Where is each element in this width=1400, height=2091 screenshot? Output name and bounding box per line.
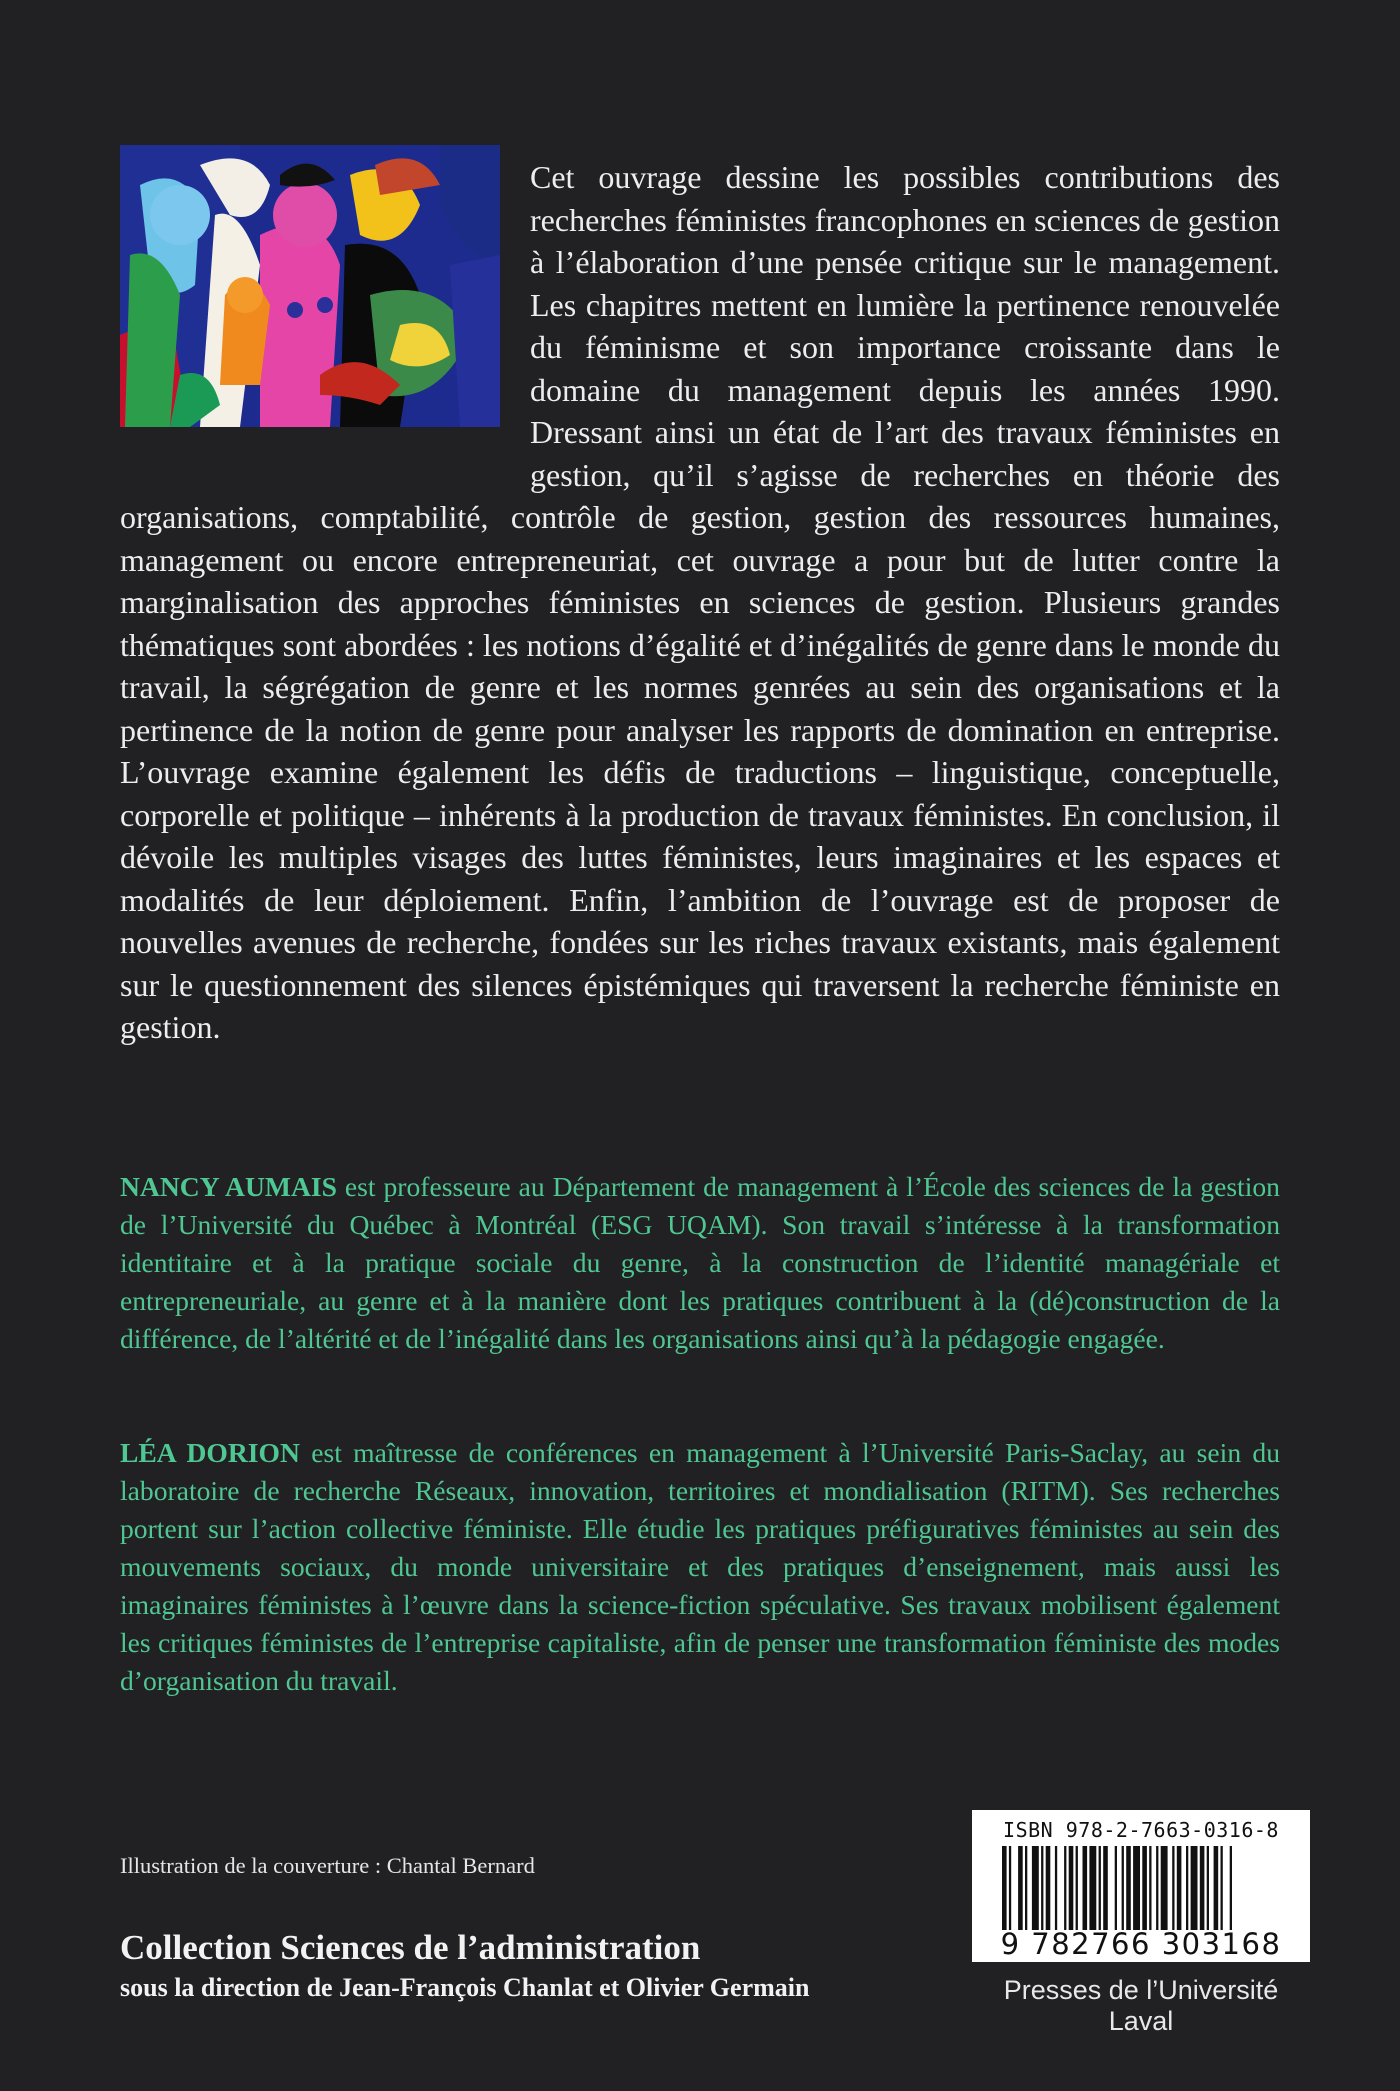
barcode-bar (1221, 1846, 1223, 1930)
barcode-bar (1161, 1846, 1168, 1930)
barcode-bar (1142, 1846, 1147, 1930)
barcode-bar (1149, 1846, 1151, 1930)
author-bio-1 (120, 1168, 1280, 1358)
barcode-bar (1032, 1846, 1039, 1930)
barcode-bar (1041, 1846, 1043, 1930)
ean-digits (972, 1928, 1310, 1960)
barcode-bar (1064, 1846, 1066, 1930)
collection-title: Collection Sciences de l’administration (120, 1928, 701, 1967)
isbn-barcode (972, 1810, 1310, 1962)
author-name-1: NANCY AUMAIS (120, 1171, 337, 1202)
barcode-bar (1207, 1846, 1209, 1930)
publisher-name: Presses de l’Université Laval (1003, 1975, 1279, 2036)
barcode-bar (1025, 1846, 1027, 1930)
ean-left-group: 782766 (1031, 1927, 1151, 1961)
barcode-bar (1214, 1846, 1219, 1930)
author-bio-2 (120, 1434, 1280, 1700)
book-summary (120, 156, 1280, 1049)
barcode-bar (1069, 1846, 1074, 1930)
barcode-bar (1089, 1846, 1096, 1930)
barcode-bar (1099, 1846, 1101, 1930)
author-bio-text-2: est maîtresse de conférences en management à l’Université Paris-Saclay, au sein du laboratoire de recherche Réseaux, innovation, territoires et mondialisation (RITM). Ses recherches portent sur l’action collective féministe. Elle étudie les pratiques préfiguratives féministes au sein des mouvements sociaux, du monde universitaire et des pratiques d’enseignement, mais aussi les imaginaires féministes à l’œuvre dans la science-fiction spéculative. Ses travaux mobilisent également les critiques féministes de l’entreprise capitaliste, afin de penser une transformation féministe des modes d’organisation du travail. (120, 1437, 1280, 1696)
author-bio-text-1: est professeure au Département de management à l’École des sciences de la gestion de l’Université du Québec à Montréal (ESG UQAM). Son travail s’intéresse à la transformation identitaire et à la pratique sociale du genre, à la construction de l’identité managériale et entrepreneuriale, au genre et à la manière dont les pratiques contribuent à la (dé)construction de la différence, de l’altérité et de l’inégalité dans les organisations ainsi qu’à la pédagogie engagée. (120, 1171, 1280, 1354)
barcode-bar (1172, 1846, 1174, 1930)
barcode-bar (1046, 1846, 1051, 1930)
barcode-bar (1126, 1846, 1131, 1930)
ean-right-group: 303168 (1161, 1927, 1282, 1961)
illustration-wrap-space (120, 156, 530, 454)
barcode-bar (1186, 1846, 1188, 1930)
barcode-bar (1122, 1846, 1124, 1930)
barcode-bar (1230, 1846, 1232, 1930)
barcode-bar (1191, 1846, 1198, 1930)
barcode-bar (1018, 1846, 1023, 1930)
ean-first-digit: 9 (1000, 1927, 1021, 1961)
barcode-bar (1115, 1846, 1117, 1930)
author-name-2: LÉA DORION (120, 1437, 300, 1468)
barcode-bar (1083, 1846, 1088, 1930)
barcode-bar (1177, 1846, 1182, 1930)
barcode-bar (1103, 1846, 1108, 1930)
barcode-bar (1076, 1846, 1078, 1930)
isbn-label: ISBN 978-2-7663-0316-8 (1003, 1818, 1279, 1842)
summary-text: Cet ouvrage dessine les possibles contributions des recherches féministes francophones en sciences de gestion à l’élaboration d’une pensée critique sur le management. Les chapitres mettent en lumière la pertinence renouvelée du féminisme et son importance croissante dans le domaine du management depuis les années 1990. Dressant ainsi un état de l’art des travaux féministes en gestion, qu’il s’agisse de recherches en théorie des organisations, comptabilité, contrôle de gestion, gestion des ressources humaines, management ou encore entrepreneuriat, cet ouvrage a pour but de lutter contre la marginalisation des approches féministes en sciences de gestion. Plusieurs grandes thématiques sont abordées : les notions d’égalité et d’inégalités de genre dans le monde du travail, la ségrégation de genre et les normes genrées au sein des organisations et la pertinence de la notion de genre pour analyser les rapports de domination en entreprise. L’ouvrage examine également les défis de traductions – linguistique, conceptuelle, corporelle et politique – inhérents à la production de travaux féministes. En conclusion, il dévoile les multiples visages des luttes féministes, leurs imaginaires et les espaces et modalités de leur déploiement. Enfin, l’ambition de l’ouvrage est de proposer de nouvelles avenues de recherche, fondées sur les riches travaux existants, mais également sur le questionnement des silences épistémiques qui traversent la recherche féministe en gestion. (120, 159, 1280, 1045)
barcode-bar (1055, 1846, 1057, 1930)
barcode-bar (1156, 1846, 1158, 1930)
collection-direction: sous la direction de Jean-François Chanlat et Olivier Germain (120, 1973, 810, 2002)
barcode-bar (1133, 1846, 1140, 1930)
barcode-bar (1002, 1846, 1007, 1930)
illustration-credit: Illustration de la couverture : Chantal Bernard (120, 1853, 535, 1878)
barcode-bars (1002, 1846, 1300, 1930)
barcode-bar (1009, 1846, 1011, 1930)
barcode-bar (1200, 1846, 1205, 1930)
